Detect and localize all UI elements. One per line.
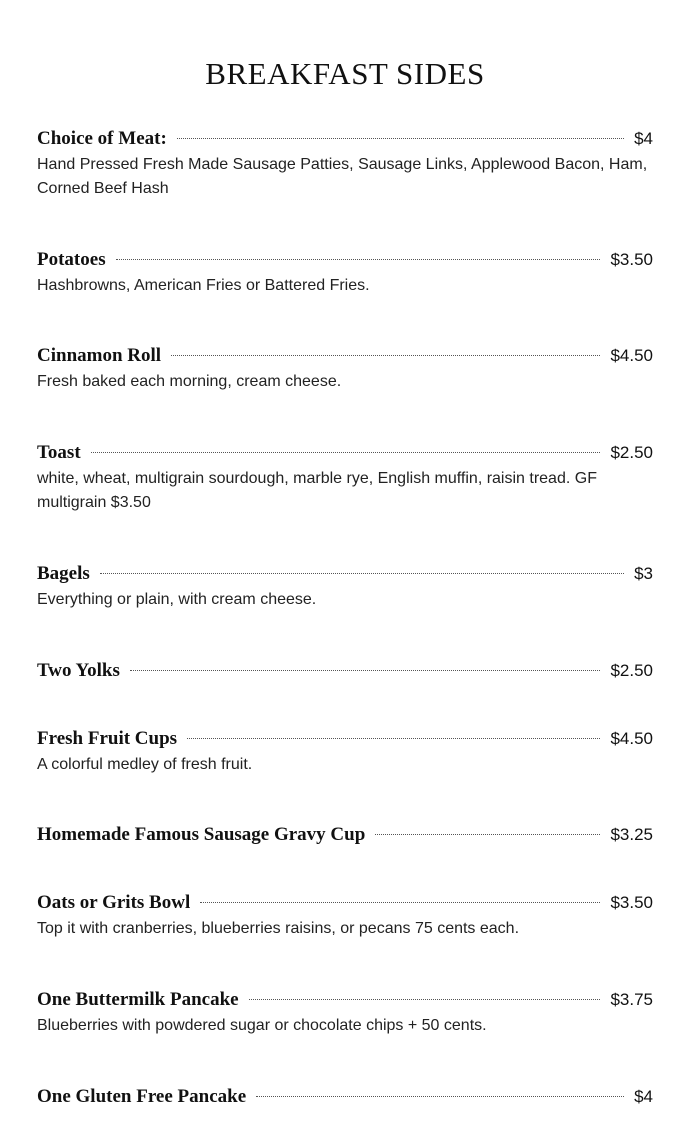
item-description: Everything or plain, with cream cheese. xyxy=(37,591,317,608)
item-price: $4.50 xyxy=(610,729,653,748)
item-name: Oats or Grits Bowl xyxy=(37,892,191,913)
item-price: $3.25 xyxy=(610,825,653,844)
dotted-leader xyxy=(200,902,600,903)
item-price: $2.50 xyxy=(610,443,653,462)
dotted-leader xyxy=(130,670,601,671)
dotted-leader xyxy=(187,738,600,739)
menu-item-row xyxy=(37,1086,653,1110)
item-description: A colorful medley of fresh fruit. xyxy=(37,756,253,773)
item-name: Toast xyxy=(37,442,81,463)
item-description: Top it with cranberries, blueberries raisins, or pecans 75 cents each. xyxy=(37,920,520,937)
dotted-leader xyxy=(256,1096,624,1097)
item-description: Fresh baked each morning, cream cheese. xyxy=(37,373,342,390)
item-price: $3.50 xyxy=(610,250,653,269)
menu-item xyxy=(37,345,653,394)
item-price: $3.50 xyxy=(610,893,653,912)
item-name: Cinnamon Roll xyxy=(37,345,162,366)
menu-item xyxy=(37,660,653,684)
item-name: One Gluten Free Pancake xyxy=(37,1086,247,1107)
dotted-leader xyxy=(177,138,624,139)
item-name: Choice of Meat: xyxy=(37,128,167,149)
item-price: $4 xyxy=(634,1087,653,1106)
menu-item-row xyxy=(37,660,653,684)
item-name: One Buttermilk Pancake xyxy=(37,989,239,1010)
item-description: Hand Pressed Fresh Made Sausage Patties, Sausage Links, Applewood Bacon, Ham, Corned Beef Hash xyxy=(37,156,648,197)
item-name: Two Yolks xyxy=(37,660,120,681)
item-name: Homemade Famous Sausage Gravy Cup xyxy=(37,824,366,845)
item-price: $2.50 xyxy=(610,661,653,680)
item-description: Hashbrowns, American Fries or Battered Fries. xyxy=(37,277,370,294)
item-name: Fresh Fruit Cups xyxy=(37,728,178,749)
menu-item xyxy=(37,563,653,612)
menu-item-row xyxy=(37,892,653,916)
item-name: Bagels xyxy=(37,563,90,584)
menu-item-row xyxy=(37,345,653,369)
dotted-leader xyxy=(171,355,600,356)
menu-item-row xyxy=(37,563,653,587)
menu-item-row xyxy=(37,728,653,752)
menu-item xyxy=(37,1086,653,1110)
menu-item xyxy=(37,249,653,298)
dotted-leader xyxy=(375,834,600,835)
dotted-leader xyxy=(116,259,601,260)
item-price: $4 xyxy=(634,129,653,148)
menu-item-row xyxy=(37,128,653,152)
item-description: white, wheat, multigrain sourdough, marble rye, English muffin, raisin tread. GF multigrain $3.50 xyxy=(37,470,597,511)
dotted-leader xyxy=(91,452,601,453)
menu-item xyxy=(37,989,653,1038)
menu-item-row xyxy=(37,989,653,1013)
menu-item xyxy=(37,442,653,515)
menu-item xyxy=(37,728,653,777)
dotted-leader xyxy=(249,999,601,1000)
menu-item xyxy=(37,128,653,201)
dotted-leader xyxy=(100,573,624,574)
item-name: Potatoes xyxy=(37,249,106,270)
item-price: $3.75 xyxy=(610,990,653,1009)
item-description: Blueberries with powdered sugar or chocolate chips + 50 cents. xyxy=(37,1017,487,1034)
menu-item xyxy=(37,824,653,848)
menu-item-row xyxy=(37,824,653,848)
menu-item-row xyxy=(37,442,653,466)
item-price: $3 xyxy=(634,564,653,583)
item-price: $4.50 xyxy=(610,346,653,365)
menu-title: BREAKFAST SIDES xyxy=(205,56,485,91)
menu-item-row xyxy=(37,249,653,273)
menu-item xyxy=(37,892,653,941)
